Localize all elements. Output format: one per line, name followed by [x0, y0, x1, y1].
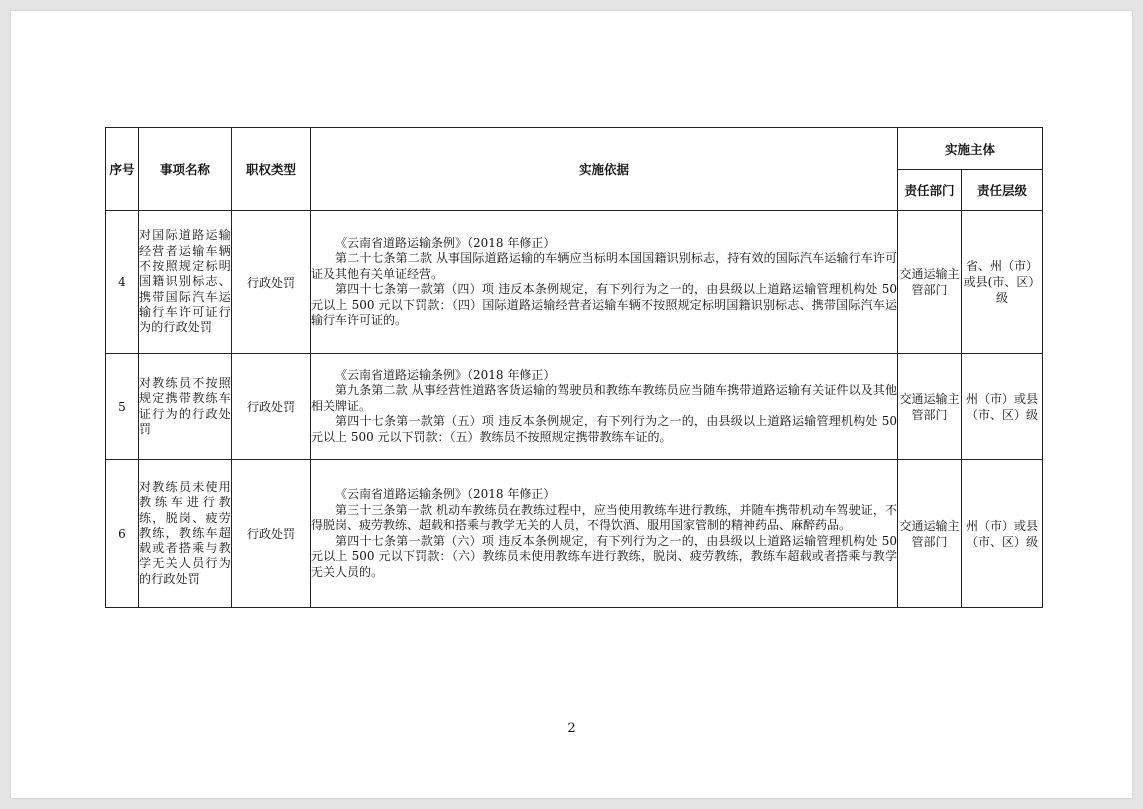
basis-clause: 第二十七条第二款 从事国际道路运输的车辆应当标明本国国籍识别标志，持有效的国际汽车运输行车许可证及其他有关单证经营。: [311, 251, 897, 281]
row-item-name: 对教练员未使用教练车进行教练，脱岗、疲劳教练，教练车超载或者搭乘与教学无关人员行为的行政处罚: [139, 460, 232, 608]
basis-clause: 第四十七条第一款第（六）项 违反本条例规定，有下列行为之一的，由县级以上道路运输管理机构处 50 元以上 500 元以下罚款：（六）教练员未使用教练车进行教练，脱岗、疲劳教练，教练车超载或者搭乘与教学无关人员的。: [311, 533, 897, 579]
row-dept: 交通运输主管部门: [898, 460, 962, 608]
row-seq: 5: [106, 354, 139, 460]
header-seq: 序号: [106, 128, 139, 211]
row-level: 州（市）或县（市、区）级: [962, 354, 1043, 460]
basis-title: 《云南省道路运输条例》（2018 年修正）: [335, 367, 556, 382]
row-basis: [311, 460, 898, 608]
header-power-type: 职权类型: [232, 128, 311, 211]
row-power-type: 行政处罚: [232, 460, 311, 608]
header-subject: 实施主体: [898, 128, 1043, 170]
row-seq: 6: [106, 460, 139, 608]
row-item-name: 对国际道路运输经营者运输车辆不按照规定标明国籍识别标志、携带国际汽车运输行车许可证行为的行政处罚: [139, 211, 232, 354]
document-page: [11, 11, 1132, 798]
basis-clause: 第四十七条第一款第（四）项 违反本条例规定，有下列行为之一的，由县级以上道路运输管理机构处 50 元以上 500 元以下罚款：（四）国际道路运输经营者运输车辆不按照规定标明国籍识别标志、携带国际汽车运输行车许可证的。: [311, 282, 897, 327]
row-seq: 4: [106, 211, 139, 354]
row-level: 省、州（市）或县(市、区）级: [962, 211, 1043, 354]
row-level: 州（市）或县（市、区）级: [962, 460, 1043, 608]
header-row: [106, 128, 1043, 170]
row-dept: 交通运输主管部门: [898, 354, 962, 460]
row-power-type: 行政处罚: [232, 211, 311, 354]
basis-clause: 第四十七条第一款第（五）项 违反本条例规定，有下列行为之一的，由县级以上道路运输管理机构处 50 元以上 500 元以下罚款：（五）教练员不按照规定携带教练车证的。: [311, 414, 897, 444]
basis-clause: 第九条第二款 从事经营性道路客货运输的驾驶员和教练车教练员应当随车携带道路运输有关证件以及其他相关牌证。: [311, 383, 897, 413]
page-number: 2: [567, 721, 576, 736]
basis-clause: 第三十三条第一款 机动车教练员在教练过程中，应当使用教练车进行教练，并随车携带机动车驾驶证，不得脱岗、疲劳教练、超载和搭乘与教学无关的人员，不得饮酒、服用国家管制的精神药品、麻醉药品。: [311, 502, 897, 532]
table-row: [106, 354, 1043, 460]
header-item-name: 事项名称: [139, 128, 232, 211]
row-item-name: 对教练员不按照规定携带教练车证行为的行政处罚: [139, 354, 232, 460]
row-basis: [311, 211, 898, 354]
row-dept: 交通运输主管部门: [898, 211, 962, 354]
row-basis: [311, 354, 898, 460]
basis-title: 《云南省道路运输条例》（2018 年修正）: [335, 235, 556, 250]
basis-title: 《云南省道路运输条例》（2018 年修正）: [335, 487, 556, 501]
header-level: 责任层级: [962, 170, 1043, 211]
header-dept: 责任部门: [898, 170, 962, 211]
enforcement-table: [105, 127, 1043, 608]
table-row: [106, 460, 1043, 608]
table-row: [106, 211, 1043, 354]
header-basis: 实施依据: [311, 128, 898, 211]
row-power-type: 行政处罚: [232, 354, 311, 460]
